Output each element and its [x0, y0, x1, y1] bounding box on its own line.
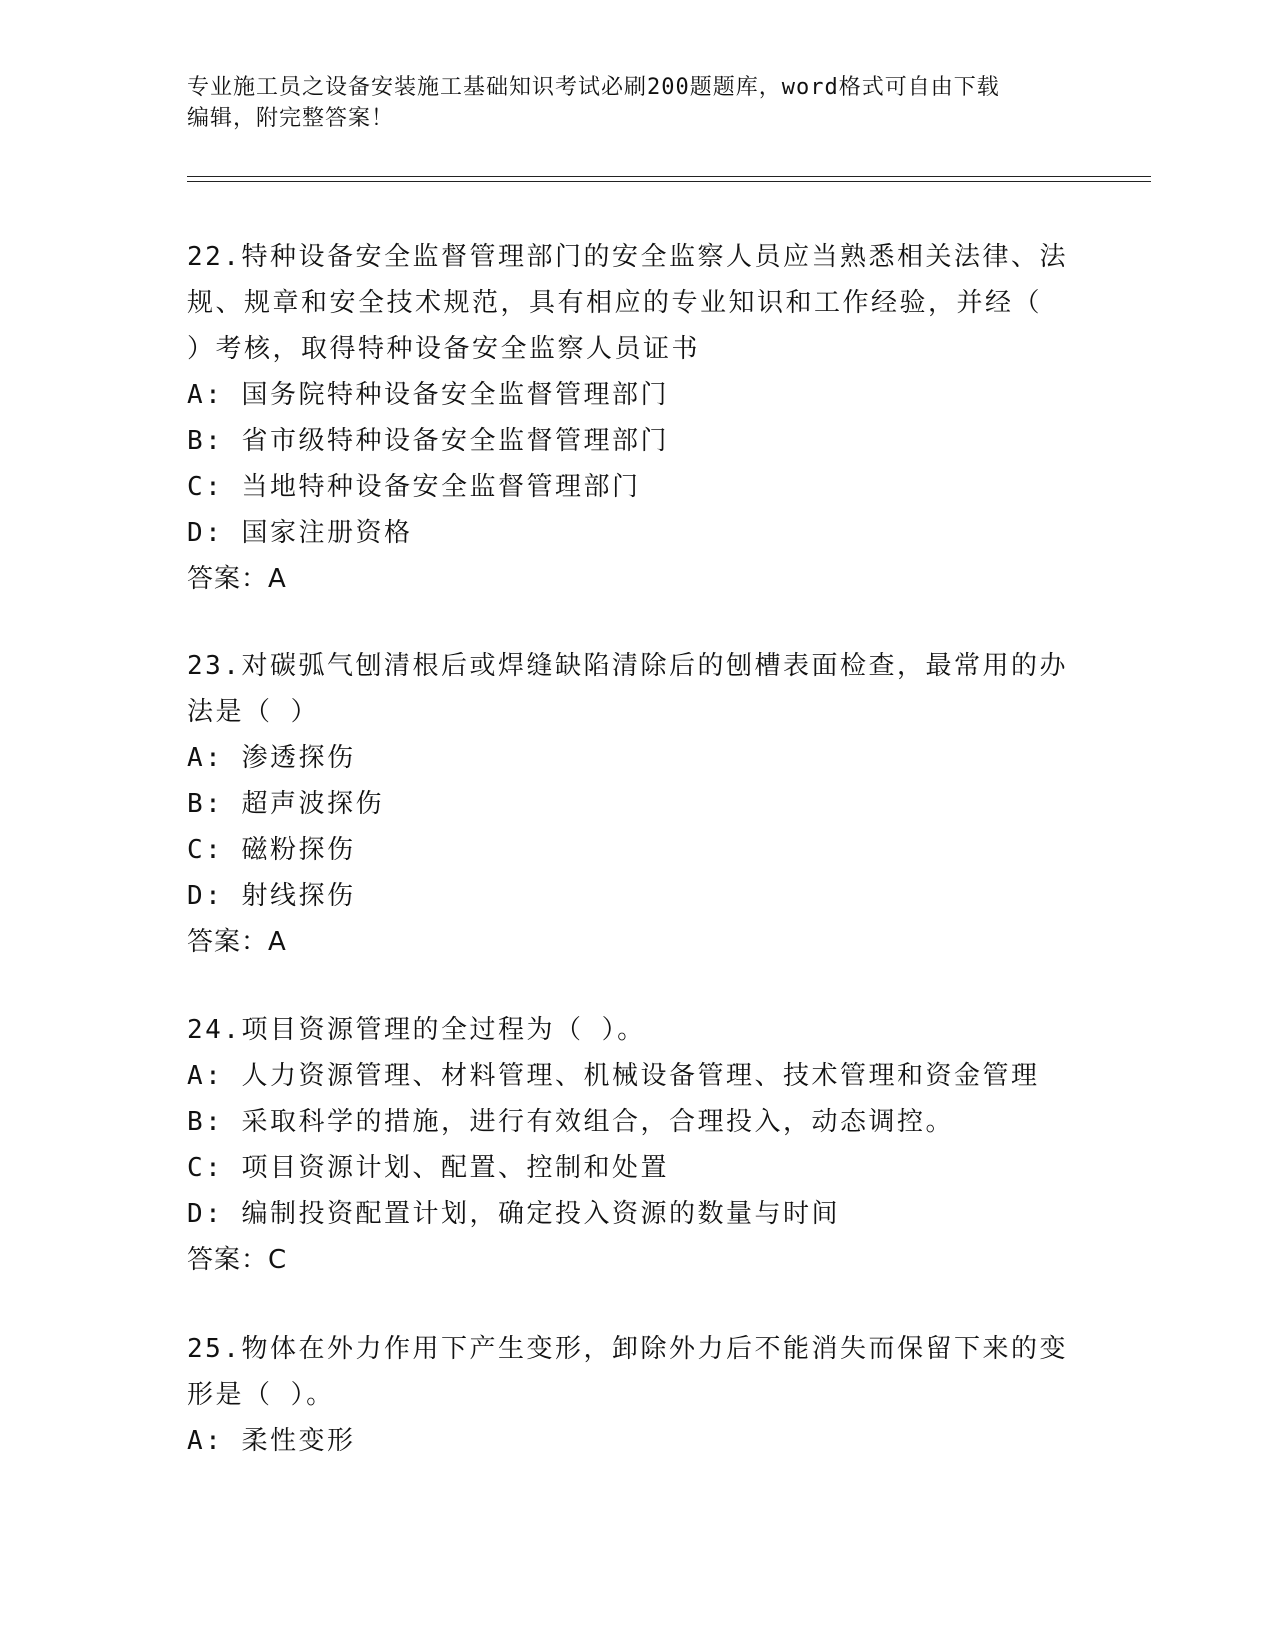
question-stem-line: 形是（ ）。 [187, 1380, 335, 1410]
question-22 [187, 234, 1087, 602]
option-d: D: 射线探伤 [187, 881, 356, 911]
option-b: B: 采取科学的措施，进行有效组合，合理投入，动态调控。 [187, 1107, 954, 1137]
document-header [187, 72, 1067, 134]
option-a: A: 人力资源管理、材料管理、机械设备管理、技术管理和资金管理 [187, 1061, 1040, 1091]
option-a: A: 国务院特种设备安全监督管理部门 [187, 380, 669, 410]
header-title-line-1: 专业施工员之设备安装施工基础知识考试必刷200题题库，word格式可自由下载 [187, 75, 1000, 100]
option-b: B: 超声波探伤 [187, 789, 384, 819]
question-stem-line: 25.物体在外力作用下产生变形，卸除外力后不能消失而保留下来的变 [187, 1334, 1068, 1364]
option-a: A: 渗透探伤 [187, 743, 356, 773]
header-divider-top [187, 176, 1151, 177]
question-23 [187, 643, 1087, 965]
question-stem-line: 23.对碳弧气刨清根后或焊缝缺陷清除后的刨槽表面检查，最常用的办 [187, 651, 1068, 681]
answer-text: 答案：C [187, 1245, 288, 1275]
option-a: A: 柔性变形 [187, 1426, 356, 1456]
option-d: D: 国家注册资格 [187, 518, 413, 548]
question-stem-line: 规、规章和安全技术规范，具有相应的专业知识和工作经验，并经（ [187, 288, 1043, 318]
question-25 [187, 1326, 1087, 1464]
answer-text: 答案：A [187, 927, 287, 957]
question-24 [187, 1007, 1087, 1283]
question-stem-line: 24.项目资源管理的全过程为（ ）。 [187, 1015, 646, 1045]
option-b: B: 省市级特种设备安全监督管理部门 [187, 426, 669, 456]
header-divider-bottom [187, 181, 1151, 182]
option-d: D: 编制投资配置计划，确定投入资源的数量与时间 [187, 1199, 840, 1229]
question-stem-line: 22.特种设备安全监督管理部门的安全监察人员应当熟悉相关法律、法 [187, 242, 1068, 272]
header-title-line-2: 编辑，附完整答案！ [187, 106, 395, 131]
question-stem-line: 法是（ ） [187, 697, 320, 727]
option-c: C: 磁粉探伤 [187, 835, 356, 865]
option-c: C: 项目资源计划、配置、控制和处置 [187, 1153, 669, 1183]
option-c: C: 当地特种设备安全监督管理部门 [187, 472, 641, 502]
question-stem-line: ）考核，取得特种设备安全监察人员证书 [187, 334, 701, 364]
answer-text: 答案：A [187, 564, 287, 594]
